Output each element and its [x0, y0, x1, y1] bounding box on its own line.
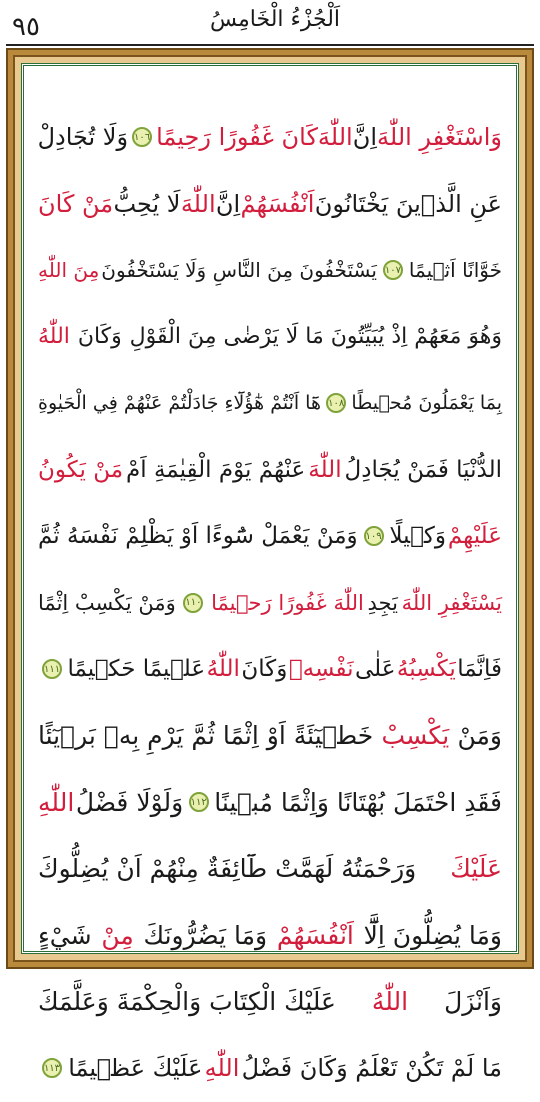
juz-title: اَلْجُزْءُ الْخَامِسُ: [209, 7, 341, 32]
verse-line: [38, 769, 502, 836]
highlighted-word: اللّٰهَ: [308, 456, 342, 483]
highlighted-word: مَنْ كَانَ: [38, 189, 114, 218]
frame-gold-band: [13, 55, 527, 1083]
page-number: ٩٥: [12, 12, 40, 42]
verse-word: وَكَانَ: [241, 656, 288, 683]
verse-word: شَيْءٍ: [38, 920, 92, 950]
verse-word: فَقَدِ احْتَمَلَ بُهْتَانًا وَاِثْمًا مُبٖينًا: [214, 787, 502, 817]
verse-word: وَمَنْ: [457, 721, 502, 751]
verse-line: [38, 703, 502, 770]
verse-word: وَلَا تُجَادِلْ: [37, 123, 129, 152]
verse-line: [38, 171, 502, 238]
highlighted-word: اَنْفُسَهُمْ: [276, 920, 354, 950]
highlighted-word: عَلَيْهِمْ: [447, 523, 502, 550]
verse-word: عَنِ الَّذٖينَ يَخْتَانُونَ: [314, 189, 502, 218]
verse-word: لَا يُحِبُّ: [113, 189, 181, 218]
highlighted-word: اللّٰهَ: [317, 123, 353, 152]
highlighted-word: اللّٰهُ: [38, 324, 70, 350]
verse-word: وَكٖيلًا: [389, 523, 446, 550]
verse-text-area: [38, 104, 502, 1102]
verse-line: [38, 503, 502, 570]
verse-word: وَمَنْ يَعْمَلْ سُٓوءًا اَوْ يَظْلِمْ نَفْسَهُ ثُمَّ: [38, 523, 358, 550]
verse-word: فَاِنَّمَا: [457, 656, 502, 683]
ayah-number-marker: ١٠٦: [132, 127, 152, 147]
verse-line: [38, 437, 502, 504]
verse-word: خَطٖيٓئَةً اَوْ اِثْمًا ثُمَّ يَرْمِ بِهٖ بَرٖيٓئًا: [38, 721, 374, 751]
highlighted-word: اللّٰهِ: [38, 787, 75, 817]
verse-line: [38, 902, 502, 969]
verse-word: الدُّنْيَا فَمَنْ يُجَادِلُ: [344, 456, 502, 483]
verse-word: خَوَّانًا اَثٖيمًا: [408, 258, 502, 283]
verse-line: [38, 969, 502, 1036]
ayah-number-marker: ١١١: [42, 659, 62, 679]
highlighted-word: عَلَيْكَ: [450, 854, 502, 884]
highlighted-word: يَسْتَغْفِرِ اللّٰهَ: [401, 590, 502, 615]
verse-word: عَلَيْكَ عَظٖيمًا: [68, 1054, 203, 1083]
verse-word: عَلٖيمًا حَكٖيمًا: [67, 656, 206, 683]
highlighted-word: نَفْسِهٖ: [288, 656, 354, 683]
verse-word: وَمَا يَضُرُّونَكَ: [143, 920, 268, 950]
verse-line: [38, 636, 502, 703]
highlighted-word: اللّٰهُ: [206, 656, 240, 683]
ayah-number-marker: ١٠٩: [364, 526, 384, 546]
highlighted-word: اللّٰهِ: [204, 1054, 240, 1083]
verse-word: يَجِدِ: [367, 590, 398, 615]
verse-word: وَمَا يُضِلُّونَ اِلَّٓا: [363, 920, 502, 950]
ayah-number-marker: ١١٢: [189, 792, 209, 812]
verse-line: [38, 1035, 502, 1102]
verse-word: وَلَوْلَا فَضْلُ: [75, 787, 184, 817]
verse-word: وَكَانَ: [77, 324, 122, 350]
highlighted-word: كَانَ غَفُورًا رَحِيمًا: [156, 123, 318, 152]
verse-word: وَرَحْمَتُهُ لَهَمَّتْ طَٓائِفَةٌ مِنْهُمْ اَنْ يُضِلُّوكَ: [38, 854, 417, 884]
verse-word: اِنَّ: [352, 123, 377, 152]
page-frame: [6, 48, 534, 1083]
verse-line: [38, 836, 502, 903]
verse-word: وَهُوَ مَعَهُمْ اِذْ يُبَيِّتُونَ مَا لَا يَرْضٰى مِنَ الْقَوْلِ: [129, 324, 502, 350]
header-rule: [6, 44, 534, 46]
highlighted-word: مَنْ يَكُونُ: [38, 456, 124, 483]
highlighted-word: مِنَ اللّٰهِ: [38, 258, 100, 283]
ayah-number-marker: ١٠٧: [383, 260, 403, 280]
verse-line: [38, 370, 502, 437]
ayah-number-marker: ١٠٨: [326, 393, 346, 413]
verse-word: عَلَيْكَ الْكِتَابَ وَالْحِكْمَةَ وَعَلَّمَكَ: [38, 987, 336, 1017]
verse-word: وَاَنْزَلَ: [444, 987, 502, 1017]
verse-word: عَنْهُمْ يَوْمَ الْقِيٰمَةِ اَمْ: [126, 456, 306, 483]
highlighted-word: اَنْفُسَهُمْ: [240, 189, 315, 218]
highlighted-word: اللّٰهَ: [180, 189, 216, 218]
ayah-number-marker: ١١٠: [183, 593, 203, 613]
verse-line: [38, 304, 502, 371]
verse-word: عَلٰى: [354, 656, 396, 683]
highlighted-word: يَكْسِبْ: [381, 721, 450, 751]
verse-word: هَٓا اَنْتُمْ هٰٓؤُلَٓاءِ جَادَلْتُمْ عَنْهُمْ فِي الْحَيٰوةِ: [38, 392, 321, 415]
verse-word: مَا لَمْ تَكُنْ تَعْلَمُ وَكَانَ فَضْلُ: [241, 1054, 502, 1083]
verse-line: [38, 237, 502, 304]
verse-word: يَسْتَخْفُونَ مِنَ النَّاسِ وَلَا يَسْتَخْفُونَ: [101, 258, 377, 283]
verse-word: وَمَنْ يَكْسِبْ اِثْمًا: [38, 590, 176, 615]
verse-line: [38, 570, 502, 637]
verse-word: بِمَا يَعْمَلُونَ مُحٖيطًا: [351, 392, 502, 415]
highlighted-word: اللّٰهُ: [371, 987, 409, 1017]
page-header: [0, 0, 540, 50]
highlighted-word: يَكْسِبُهُ: [396, 656, 456, 683]
text-panel: [21, 63, 519, 1083]
highlighted-word: وَاسْتَغْفِرِ اللّٰهَ: [377, 123, 502, 152]
verse-line: [38, 104, 502, 171]
verse-word: اِنَّ: [215, 189, 241, 218]
ayah-number-marker: ١١٣: [42, 1058, 62, 1078]
highlighted-word: مِنْ: [101, 920, 134, 950]
highlighted-word: اللّٰهَ غَفُورًا رَحٖيمًا: [211, 590, 364, 615]
